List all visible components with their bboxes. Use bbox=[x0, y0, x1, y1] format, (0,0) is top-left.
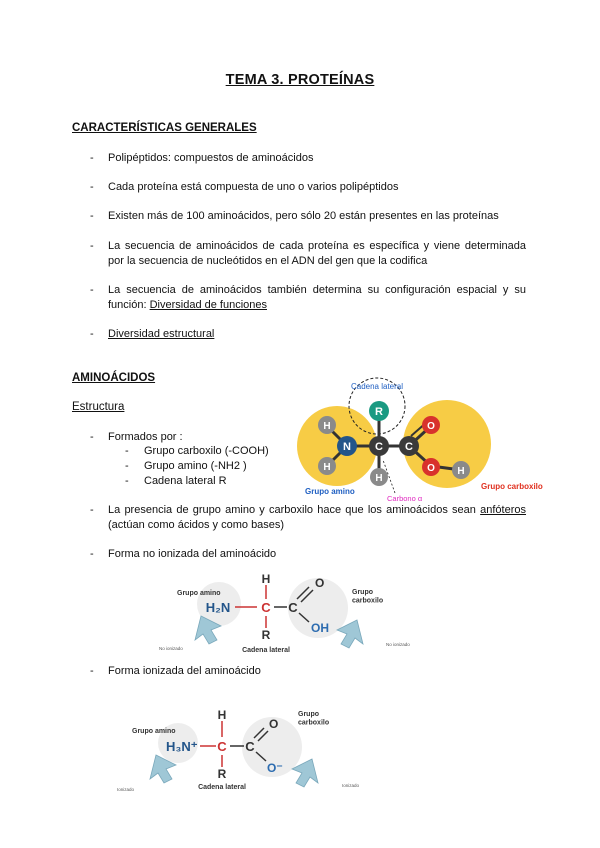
carboxyl-group-label: Grupo carboxilo bbox=[298, 711, 330, 727]
list-item: - Diversidad estructural bbox=[90, 328, 215, 340]
section-heading-general: CARACTERÍSTICAS GENERALES bbox=[72, 122, 257, 134]
list-item: - Forma no ionizada del aminoácido bbox=[90, 548, 277, 560]
subheading-estructura: Estructura bbox=[72, 401, 125, 413]
carboxyl-group-label: Grupo carboxilo bbox=[352, 589, 384, 605]
h3n-label: H₃N⁺ bbox=[166, 739, 198, 754]
r-label: R bbox=[261, 628, 271, 642]
left-note: No ionizado bbox=[159, 646, 183, 651]
ionized-amino-acid-figure bbox=[112, 703, 372, 795]
sub-list-item: - Grupo amino (-NH2 ) bbox=[125, 460, 247, 472]
r-atom-label: R bbox=[375, 406, 383, 418]
list-item: - La secuencia de aminoácidos también determina su configuración espacial y su función: Diversidad de funciones bbox=[90, 284, 526, 311]
list-item: - La secuencia de aminoácidos de cada proteína es específica y viene determinada por la secuencia de nucleótidos en el ADN del gen que la codifica bbox=[90, 240, 526, 267]
o-atom-label: O bbox=[427, 463, 435, 474]
amino-group-label: Grupo amino bbox=[305, 487, 355, 496]
list-item: - La presencia de grupo amino y carboxilo hace que los aminoácidos sean anfóteros (actúan como ácidos y como bases) bbox=[90, 504, 527, 531]
left-note: Ionizado bbox=[117, 787, 135, 792]
c-alpha-atom-label: C bbox=[375, 441, 383, 453]
h2n-label: H₂N bbox=[205, 600, 231, 615]
carbon-alpha-label: Carbono α bbox=[387, 494, 423, 503]
side-chain-label: Cadena lateral bbox=[198, 784, 246, 791]
list-item: - Cada proteína está compuesta de uno o varios polipéptidos bbox=[90, 181, 399, 193]
o-atom-label: O bbox=[427, 421, 435, 432]
amino-acid-ball-model-figure bbox=[295, 374, 545, 504]
c-carboxyl-label: C bbox=[245, 739, 255, 754]
page-title: TEMA 3. PROTEÍNAS bbox=[225, 72, 375, 88]
side-chain-label: Cadena lateral bbox=[350, 382, 404, 391]
h-atom-label: H bbox=[457, 466, 465, 477]
amino-group-label: Grupo amino bbox=[177, 590, 221, 597]
non-ionized-amino-acid-figure bbox=[143, 568, 413, 660]
o-label: O bbox=[315, 576, 325, 590]
n-atom-label: N bbox=[343, 441, 351, 453]
r-label: R bbox=[217, 767, 227, 781]
c-carboxyl-atom-label: C bbox=[405, 441, 413, 453]
h-atom-label: H bbox=[323, 421, 331, 432]
carboxyl-group-label: Grupo carboxilo bbox=[481, 482, 543, 491]
section-heading-amino: AMINOÁCIDOS bbox=[72, 372, 156, 384]
side-chain-label: Cadena lateral bbox=[242, 647, 290, 654]
c-carboxyl-label: C bbox=[288, 600, 298, 615]
right-note: Ionizado bbox=[342, 783, 360, 788]
list-item: - Existen más de 100 aminoácidos, pero sólo 20 están presentes en las proteínas bbox=[90, 210, 499, 222]
list-item: - Formados por : bbox=[90, 431, 183, 443]
sub-list-item: - Cadena lateral R bbox=[125, 475, 227, 487]
h-atom-label: H bbox=[375, 473, 383, 484]
link-diversidad-estructural[interactable]: Diversidad estructural bbox=[108, 328, 215, 340]
sub-list-item: - Grupo carboxilo (-COOH) bbox=[125, 445, 269, 457]
list-item: - Forma ionizada del aminoácido bbox=[90, 665, 261, 677]
c-alpha-label: C bbox=[261, 600, 271, 615]
right-note: No ionizado bbox=[386, 642, 410, 647]
h-label: H bbox=[217, 708, 227, 722]
h-atom-label: H bbox=[323, 462, 331, 473]
list-item: - Polipéptidos: compuestos de aminoácidos bbox=[90, 152, 314, 164]
link-diversidad-funciones[interactable]: Diversidad de funciones bbox=[149, 299, 267, 311]
o-minus-label: O⁻ bbox=[267, 761, 283, 775]
o-label: O bbox=[269, 717, 279, 731]
amino-group-label: Grupo amino bbox=[132, 728, 176, 735]
oh-label: OH bbox=[311, 621, 329, 635]
c-alpha-label: C bbox=[217, 739, 227, 754]
h-label: H bbox=[261, 572, 271, 586]
